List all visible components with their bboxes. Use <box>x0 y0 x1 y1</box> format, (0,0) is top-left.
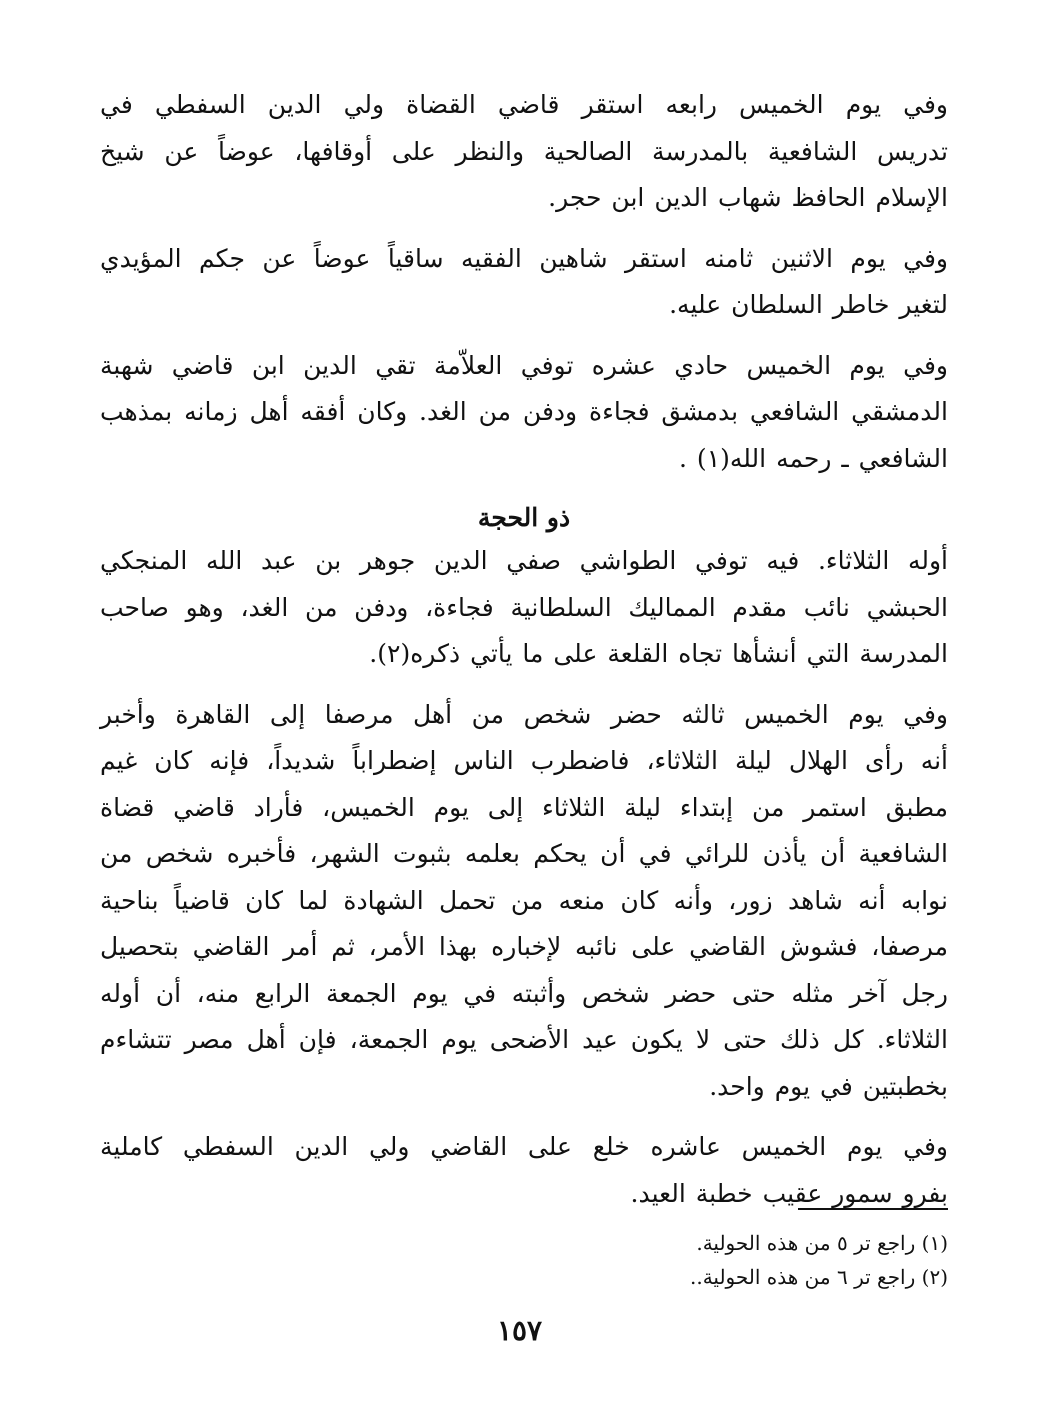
text-line: الإسلام الحافظ شهاب الدين ابن حجر. <box>548 183 948 212</box>
text-line: تدريس الشافعية بالمدرسة الصالحية والنظر على أوقافها، عوضاً عن شيخ <box>100 136 948 166</box>
paragraph <box>100 538 948 678</box>
paragraph <box>100 343 948 483</box>
text-line: المدرسة التي أنشأها تجاه القلعة على ما يأتي ذكره(٢). <box>369 639 948 668</box>
text-line: لتغير خاطر السلطان عليه. <box>669 290 948 319</box>
text-line: وفي يوم الخميس رابعه استقر قاضي القضاة ولي الدين السفطي في <box>100 90 948 119</box>
footnote: (١) راجع تر ٥ من هذه الحولية. <box>696 1231 948 1255</box>
text-line: الشافعية أن يأذن للرائي في أن يحكم بعلمه بثبوت الشهر، فأخبره شخص من <box>100 839 948 868</box>
text-line: رجل آخر مثله حتى حضر شخص وأثبته في يوم الجمعة الرابع منه، أن أوله <box>100 978 948 1008</box>
text-line: بفرو سمور عقيب خطبة العيد. <box>630 1178 948 1208</box>
text-line: الحبشي نائب مقدم المماليك السلطانية فجاءة، ودفن من الغد، وهو صاحب <box>100 592 948 622</box>
text-line: أنه رأى الهلال ليلة الثلاثاء، فاضطرب الناس إضطراباً شديداً، فإنه كان غيم <box>100 746 948 775</box>
paragraph <box>100 236 948 329</box>
paragraph <box>100 1124 948 1217</box>
text-line: نوابه أنه شاهد زور، وأنه كان منعه من تحمل الشهادة لما كان قاضياً بناحية <box>100 885 948 915</box>
text-line: بخطبتين في يوم واحد. <box>709 1071 948 1101</box>
text-line: الدمشقي الشافعي بدمشق فجاءة ودفن من الغد. وكان أفقه أهل زمانه بمذهب <box>100 397 948 426</box>
text-line: وفي يوم الخميس عاشره خلع على القاضي ولي الدين السفطي كاملية <box>100 1132 948 1161</box>
page-body <box>100 82 948 1231</box>
text-line: مرصفا، فشوش القاضي على نائبه لإخباره بهذا الأمر، ثم أمر القاضي بتحصيل <box>100 932 948 961</box>
paragraph <box>100 82 948 222</box>
text-line: وفي يوم الاثنين ثامنه استقر شاهين الفقيه ساقياً عوضاً عن جكم المؤيدي <box>100 243 948 273</box>
text-line: مطبق استمر من إبتداء ليلة الثلاثاء إلى يوم الخميس، فأراد قاضي قضاة <box>100 792 948 822</box>
text-line: وفي يوم الخميس ثالثه حضر شخص من أهل مرصفا إلى القاهرة وأخبر <box>100 699 948 729</box>
text-line: الثلاثاء. كل ذلك حتى لا يكون عيد الأضحى يوم الجمعة، فإن أهل مصر تتشاءم <box>100 1025 948 1054</box>
paragraph <box>100 692 948 1111</box>
text-line: أوله الثلاثاء. فيه توفي الطواشي صفي الدين جوهر بن عبد الله المنجكي <box>100 546 948 575</box>
section-heading: ذو الحجة <box>477 503 571 532</box>
footnote: (٢) راجع تر ٦ من هذه الحولية.. <box>689 1265 948 1289</box>
text-line: الشافعي ـ رحمه الله(١) . <box>679 443 948 473</box>
page-number: ١٥٧ <box>496 1314 543 1347</box>
text-line: وفي يوم الخميس حادي عشره توفي العلاّمة تقي الدين ابن قاضي شهبة <box>100 350 948 380</box>
footnotes <box>690 1226 948 1294</box>
footnote-separator <box>798 1208 948 1210</box>
